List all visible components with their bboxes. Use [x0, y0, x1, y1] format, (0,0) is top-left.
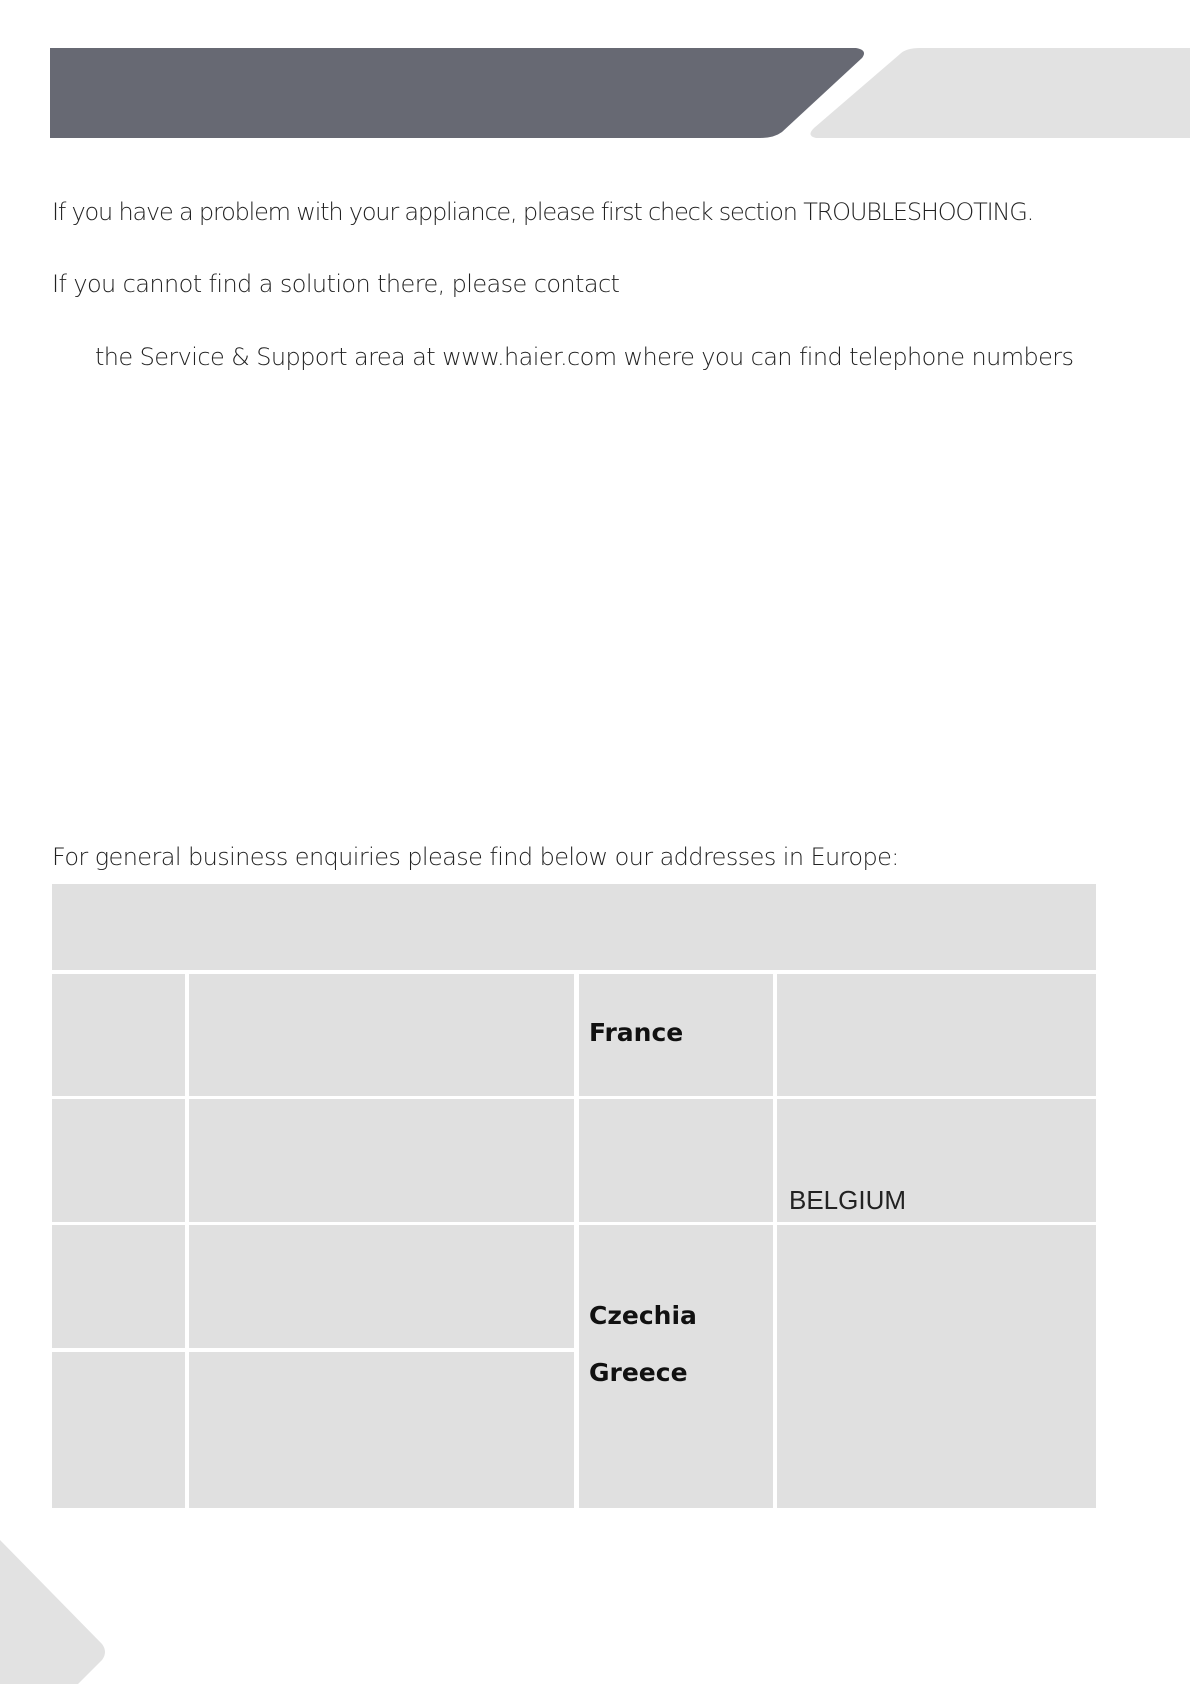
header-light-band	[810, 48, 1190, 138]
table-cell-czechia-greece	[579, 1225, 773, 1508]
table-cell-belgium	[777, 1099, 1096, 1222]
table-cell	[777, 974, 1096, 1096]
corner-decoration	[0, 1530, 120, 1684]
country-czechia: Czechia	[589, 1301, 697, 1330]
troubleshooting-note: If you have a problem with your appliance, please first check section TROUBLESHOOTING.	[52, 198, 1034, 226]
country-belgium: BELGIUM	[789, 1185, 907, 1215]
country-france: France	[589, 1018, 684, 1047]
header-banner	[0, 0, 1190, 150]
table-cell	[579, 1099, 773, 1222]
table-cell	[189, 1352, 574, 1508]
table-cell	[52, 1225, 185, 1348]
table-header-cell	[777, 934, 1096, 970]
table-header-cell	[189, 934, 574, 970]
table-cell	[189, 1225, 574, 1348]
addresses-table	[52, 884, 1096, 1508]
contact-note: If you cannot find a solution there, please contact	[52, 270, 620, 298]
service-support-note: the Service & Support area at www.haier.com where you can find telephone numbers	[95, 343, 1074, 371]
table-header-cell	[579, 934, 773, 970]
table-cell	[189, 974, 574, 1096]
business-enquiries-heading: For general business enquiries please find below our addresses in Europe:	[52, 843, 899, 871]
corner-light-shape	[0, 1530, 105, 1684]
table-cell	[52, 1099, 185, 1222]
table-cell	[189, 1099, 574, 1222]
table-cell	[52, 974, 185, 1096]
table-cell	[777, 1225, 1096, 1508]
table-header-cell	[52, 934, 185, 970]
table-cell-france	[579, 974, 773, 1096]
header-dark-band	[50, 48, 864, 138]
table-cell	[52, 1352, 185, 1508]
country-greece: Greece	[589, 1358, 688, 1387]
